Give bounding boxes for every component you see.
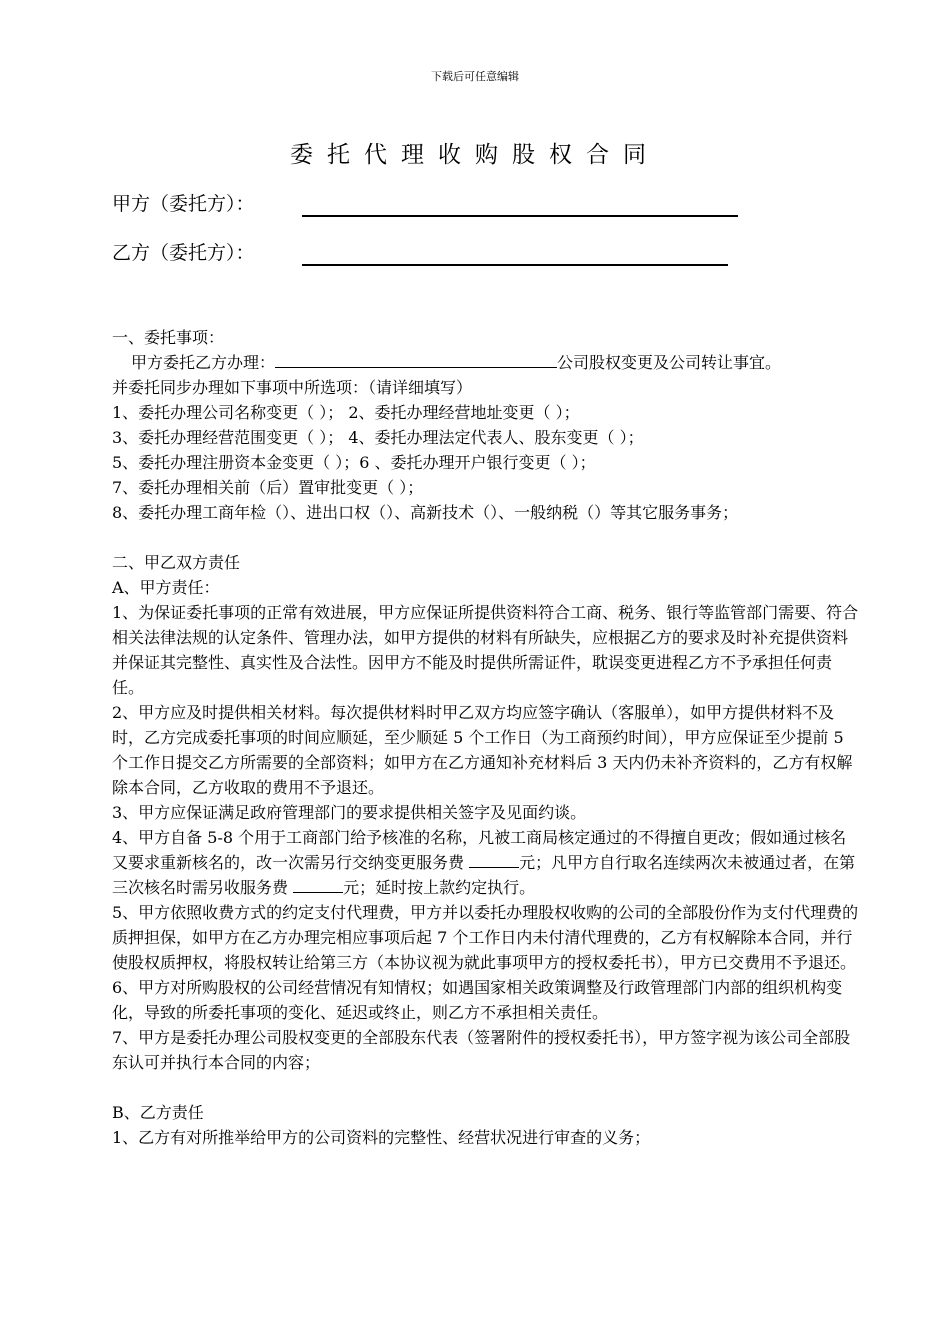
- party-b-duties-heading: B、乙方责任: [112, 1103, 204, 1122]
- duty-a6: 6、甲方对所购股权的公司经营情况有知情权；如遇国家相关政策调整及行政管理部门内部的组织机构变化，导致的所委托事项的变化、延迟或终止，则乙方不承担相关责任。: [112, 978, 843, 1022]
- duty-a4-pre: 4、甲方自备 5-8 个用于工商部门给予核准的名称，凡被工商局核定通过的不得擅自更改；假如通过核名又要求重新核名的，改一次需另行交纳变更服务费: [112, 828, 847, 872]
- duty-a5: 5、甲方依照收费方式的约定支付代理费，甲方并以委托办理股权收购的公司的全部股份作为支付代理费的质押担保，如甲方在乙方办理完相应事项后起 7 个工作日内未付清代理费的，乙方有权解除本合同，并行使股权质押权，将股权转让给第三方（本协议视为就此事项甲方的授权委托书），甲方已交费用不予退还。: [112, 903, 859, 972]
- party-a-row: [112, 189, 255, 216]
- fee-blank-2: [293, 875, 343, 893]
- header-note: 下载后可任意编辑: [431, 70, 519, 83]
- entrust-pre: 甲方委托乙方办理：: [131, 353, 276, 372]
- duty-a2: 2、甲方应及时提供相关材料。每次提供材料时甲乙双方均应签字确认（客服单），如甲方提供材料不及时，乙方完成委托事项的时间应顺延，至少顺延 5 个工作日（为工商预约时间），甲方应保证至少提前 5 个工作日提交乙方所需要的全部资料；如甲方在乙方通知补充材料后 3 天内仍未补齐资料的，乙方有权解除本合同，乙方收取的费用不予退还。: [112, 703, 853, 797]
- party-b-label: 乙方（委托方）：: [112, 242, 255, 264]
- duty-a4: [112, 825, 860, 900]
- duty-a3: 3、甲方应保证满足政府管理部门的要求提供相关签字及见面约谈。: [112, 803, 587, 822]
- section1-entrust-line: [112, 350, 860, 375]
- option-item: 7、委托办理相关前（后）置审批变更（ ）；: [112, 478, 424, 497]
- entrust-post: 公司股权变更及公司转让事宜。: [557, 353, 782, 372]
- party-b-fill-line: [302, 264, 728, 266]
- duty-a4-mid: 元；凡甲方自行取名连续两次未被通过者，在第三次核名时需另收服务费: [112, 853, 856, 897]
- option-item: 5、委托办理注册资本金变更（ ）；6 、委托办理开户银行变更（ ）；: [112, 453, 596, 472]
- option-item: 1、委托办理公司名称变更（ ）； 2、委托办理经营地址变更（ ）；: [112, 403, 580, 422]
- duty-a1: 1、为保证委托事项的正常有效进展，甲方应保证所提供资料符合工商、税务、银行等监管部门需要、符合相关法律法规的认定条件、管理办法，如甲方提供的材料有所缺失，应根据乙方的要求及时补充提供资料并保证其完整性、真实性及合法性。因甲方不能及时提供所需证件，耽误变更进程乙方不予承担任何责任。: [112, 603, 859, 697]
- party-a-duties-heading: A、甲方责任：: [112, 578, 220, 597]
- document-title: 委托代理收购股权合同: [290, 142, 660, 168]
- fee-blank-1: [469, 850, 519, 868]
- section1-heading: 一、委托事项：: [112, 328, 225, 347]
- section1-options-intro: 并委托同步办理如下事项中所选项：（请详细填写）: [112, 378, 473, 397]
- contract-body: [112, 325, 860, 1150]
- duty-a4-post: 元；延时按上款约定执行。: [343, 878, 536, 897]
- section2-heading: 二、甲乙双方责任: [112, 553, 241, 572]
- duty-b1: 1、乙方有对所推举给甲方的公司资料的完整性、经营状况进行审查的义务；: [112, 1128, 651, 1147]
- option-item: 8、委托办理工商年检（）、进出口权（）、高新技术（）、一般纳税（）等其它服务事务；: [112, 503, 739, 522]
- party-a-label: 甲方（委托方）：: [112, 193, 255, 215]
- party-a-fill-line: [302, 215, 738, 217]
- company-name-blank: [275, 350, 557, 368]
- option-item: 3、委托办理经营范围变更（ ）； 4、委托办理法定代表人、股东变更（ ）；: [112, 428, 644, 447]
- duty-a7: 7、甲方是委托办理公司股权变更的全部股东代表（签署附件的授权委托书），甲方签字视为该公司全部股东认可并执行本合同的内容；: [112, 1028, 851, 1072]
- party-b-row: [112, 238, 255, 265]
